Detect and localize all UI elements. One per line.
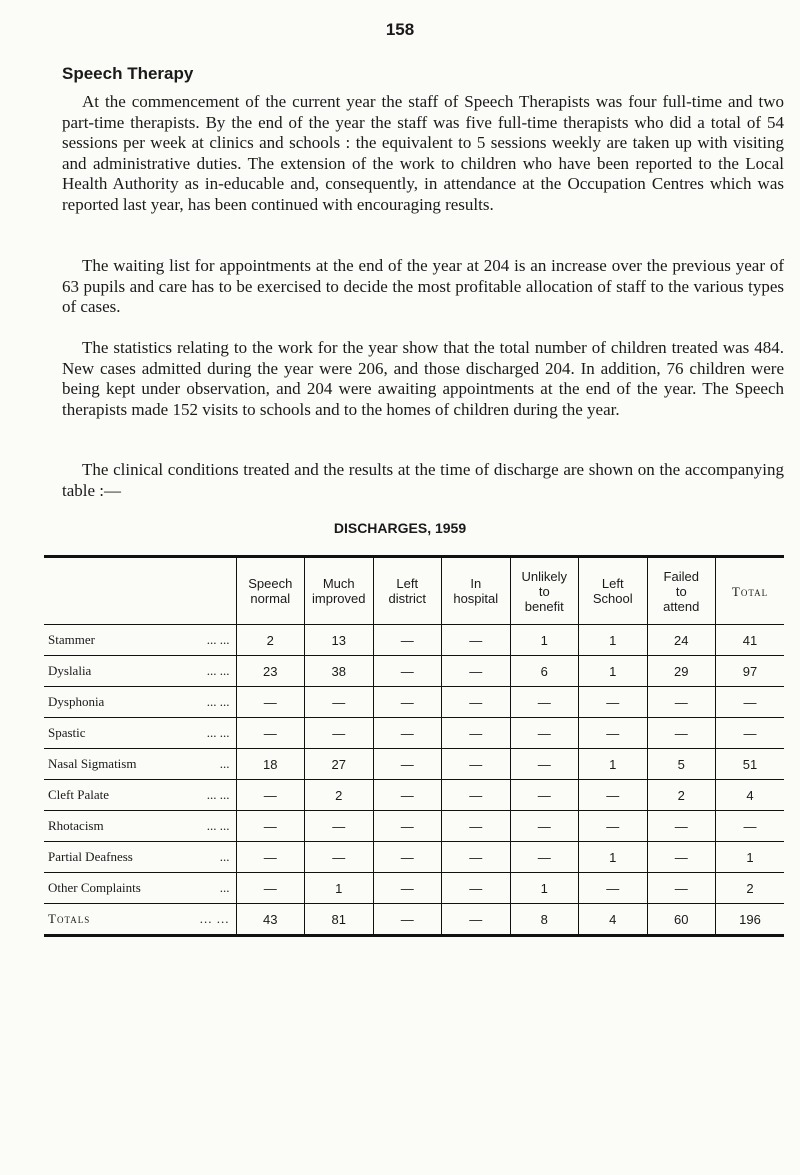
row-leader-dots: ... xyxy=(219,849,230,864)
row-label: Spastic xyxy=(48,725,86,740)
table-cell: — xyxy=(510,718,579,749)
table-cell: 1 xyxy=(579,625,648,656)
table-cell: 2 xyxy=(716,873,785,904)
table-cell: — xyxy=(373,749,442,780)
row-label: Stammer xyxy=(48,632,95,647)
table-cell: 1 xyxy=(579,842,648,873)
table-body xyxy=(44,625,784,936)
row-label-cell xyxy=(44,811,236,842)
table-cell: — xyxy=(373,718,442,749)
column-header-text: Left xyxy=(601,576,624,591)
table-cell: 18 xyxy=(236,749,305,780)
table-cell: — xyxy=(647,718,716,749)
row-label: Dysphonia xyxy=(48,694,105,709)
table-cell: — xyxy=(373,873,442,904)
row-label-cell xyxy=(44,873,236,904)
column-header xyxy=(305,557,374,625)
table-cell: — xyxy=(442,718,511,749)
table-cell: — xyxy=(442,811,511,842)
row-leader-dots: ... ... xyxy=(206,725,230,740)
table-cell: 13 xyxy=(305,625,374,656)
table-cell: 2 xyxy=(305,780,374,811)
table-cell: 4 xyxy=(716,780,785,811)
column-header xyxy=(373,557,442,625)
table-cell: — xyxy=(442,873,511,904)
table-cell: 2 xyxy=(647,780,716,811)
table-row xyxy=(44,842,784,873)
table-row xyxy=(44,749,784,780)
paragraph-table-intro: The clinical conditions treated and the results at the time of discharge are shown on the accompanying table :— xyxy=(62,460,784,500)
table-cell: — xyxy=(647,873,716,904)
table-cell: 38 xyxy=(305,656,374,687)
table-cell: 81 xyxy=(305,904,374,936)
table-title: DISCHARGES, 1959 xyxy=(333,520,467,536)
table-cell: 60 xyxy=(647,904,716,936)
table-cell: — xyxy=(647,842,716,873)
table-cell: — xyxy=(373,656,442,687)
table-cell: — xyxy=(236,687,305,718)
table-cell: — xyxy=(442,904,511,936)
column-header-text: Speech xyxy=(248,576,293,591)
row-label-cell xyxy=(44,904,236,936)
table-cell: — xyxy=(579,687,648,718)
table-cell: 5 xyxy=(647,749,716,780)
table-cell: — xyxy=(442,625,511,656)
row-leader-dots: ... ... xyxy=(206,818,230,833)
table-cell: 2 xyxy=(236,625,305,656)
row-label-cell xyxy=(44,687,236,718)
column-header-text: to xyxy=(538,583,550,599)
row-label: Partial Deafness xyxy=(48,849,133,864)
table-row xyxy=(44,904,784,936)
row-label: Dyslalia xyxy=(48,663,92,678)
table-row xyxy=(44,625,784,656)
table-cell: — xyxy=(373,780,442,811)
table-cell: — xyxy=(236,811,305,842)
table-cell: — xyxy=(373,904,442,936)
table-cell: 24 xyxy=(647,625,716,656)
table-cell: — xyxy=(442,687,511,718)
table-cell: — xyxy=(579,811,648,842)
table-cell: — xyxy=(510,687,579,718)
table-cell: — xyxy=(442,842,511,873)
page-number: 158 xyxy=(385,20,415,39)
table-cell: — xyxy=(305,811,374,842)
table-cell: — xyxy=(442,749,511,780)
row-label: Nasal Sigmatism xyxy=(48,756,137,771)
table-cell: — xyxy=(510,780,579,811)
table-cell: 23 xyxy=(236,656,305,687)
table-cell: — xyxy=(579,873,648,904)
table-row xyxy=(44,687,784,718)
row-label: Totals xyxy=(48,911,91,926)
column-header xyxy=(647,557,716,625)
table-row xyxy=(44,873,784,904)
table-cell: — xyxy=(647,687,716,718)
table-cell: 97 xyxy=(716,656,785,687)
row-label-cell xyxy=(44,749,236,780)
column-header-text: Left xyxy=(396,576,419,591)
column-header xyxy=(236,557,305,625)
section-heading: Speech Therapy xyxy=(62,64,194,83)
table-cell: — xyxy=(579,718,648,749)
discharges-table xyxy=(44,555,784,937)
column-header-text: normal xyxy=(250,591,291,606)
table-cell: — xyxy=(579,780,648,811)
table-cell: 1 xyxy=(510,625,579,656)
table-cell: — xyxy=(442,780,511,811)
table-cell: — xyxy=(236,780,305,811)
column-header-text: benefit xyxy=(524,598,564,614)
column-header-text: Total xyxy=(731,583,769,599)
table-cell: — xyxy=(510,842,579,873)
column-header-text: improved xyxy=(312,591,366,606)
table-row xyxy=(44,811,784,842)
table-cell: 4 xyxy=(579,904,648,936)
table-cell: — xyxy=(236,718,305,749)
header-corner-cell xyxy=(44,557,236,625)
column-header xyxy=(442,557,511,625)
table-cell: — xyxy=(373,811,442,842)
table-cell: 29 xyxy=(647,656,716,687)
column-header xyxy=(510,557,579,625)
row-leader-dots: ... xyxy=(219,880,230,895)
row-label-cell xyxy=(44,842,236,873)
table-cell: 6 xyxy=(510,656,579,687)
row-leader-dots: ... ... xyxy=(206,694,230,709)
table-cell: — xyxy=(236,842,305,873)
row-leader-dots: ... xyxy=(219,756,230,771)
column-header xyxy=(716,557,785,625)
paragraph-statistics: The statistics relating to the work for the year show that the total number of children treated was 484. New cases admitted during the year were 206, and those discharged 204. In addition, 76 children were being kept under observation, and 204 were awaiting appointments at the end of the year. The Speech therapists made 152 visits to schools and to the homes of children during the year. xyxy=(62,338,784,419)
row-leader-dots: ... ... xyxy=(199,911,230,926)
table-cell: 1 xyxy=(579,749,648,780)
table-cell: 51 xyxy=(716,749,785,780)
row-leader-dots: ... ... xyxy=(206,663,230,678)
table-cell: 27 xyxy=(305,749,374,780)
row-label-cell xyxy=(44,718,236,749)
row-label: Other Complaints xyxy=(48,880,141,895)
column-header-text: Failed xyxy=(663,568,699,584)
table-header-row xyxy=(44,557,784,625)
table-cell: 41 xyxy=(716,625,785,656)
table-cell: 43 xyxy=(236,904,305,936)
table-cell: — xyxy=(305,687,374,718)
column-header-text: Unlikely xyxy=(521,568,567,584)
table-cell: 1 xyxy=(579,656,648,687)
table-cell: 8 xyxy=(510,904,579,936)
table-cell: — xyxy=(305,718,374,749)
column-header-text: Much xyxy=(322,576,355,591)
column-header-text: School xyxy=(592,591,633,606)
table-row xyxy=(44,656,784,687)
table-row xyxy=(44,780,784,811)
table-cell: — xyxy=(373,842,442,873)
table-cell: — xyxy=(236,873,305,904)
table-row xyxy=(44,718,784,749)
column-header-text: hospital xyxy=(453,591,499,606)
table-cell: — xyxy=(510,749,579,780)
table-cell: 1 xyxy=(305,873,374,904)
table-cell: — xyxy=(305,842,374,873)
column-header-text: district xyxy=(388,591,427,606)
column-header-text: attend xyxy=(663,598,700,614)
table-cell: — xyxy=(716,687,785,718)
table-cell: — xyxy=(716,811,785,842)
table-cell: 196 xyxy=(716,904,785,936)
column-header-text: In xyxy=(470,576,482,591)
row-label: Cleft Palate xyxy=(48,787,110,802)
row-label-cell xyxy=(44,656,236,687)
table-cell: — xyxy=(442,656,511,687)
column-header-text: to xyxy=(675,583,687,599)
table-cell: — xyxy=(716,718,785,749)
table-cell: 1 xyxy=(510,873,579,904)
table-cell: — xyxy=(510,811,579,842)
row-label-cell xyxy=(44,780,236,811)
paragraph-waiting-list: The waiting list for appointments at the end of the year at 204 is an increase over the previous year of 63 pupils and care has to be exercised to decide the most profitable allocation of staff to the various types of cases. xyxy=(62,256,784,316)
row-leader-dots: ... ... xyxy=(206,787,230,802)
row-label: Rhotacism xyxy=(48,818,104,833)
table-cell: — xyxy=(373,687,442,718)
table-cell: — xyxy=(373,625,442,656)
paragraph-staffing: At the commencement of the current year the staff of Speech Therapists was four full-time and two part-time therapists. By the end of the year the staff was five full-time therapists who did a total of 54 sessions per week at clinics and schools : the equivalent to 5 sessions weekly are taken up with visiting and administrative duties. The extension of the work to children who have been reported to the Local Health Authority as in-educable and, consequently, in attendance at the Occupation Centres which was reported last year, has been continued with encouraging results. xyxy=(62,92,784,214)
table-cell: — xyxy=(647,811,716,842)
row-label-cell xyxy=(44,625,236,656)
table-cell: 1 xyxy=(716,842,785,873)
column-header xyxy=(579,557,648,625)
row-leader-dots: ... ... xyxy=(206,632,230,647)
